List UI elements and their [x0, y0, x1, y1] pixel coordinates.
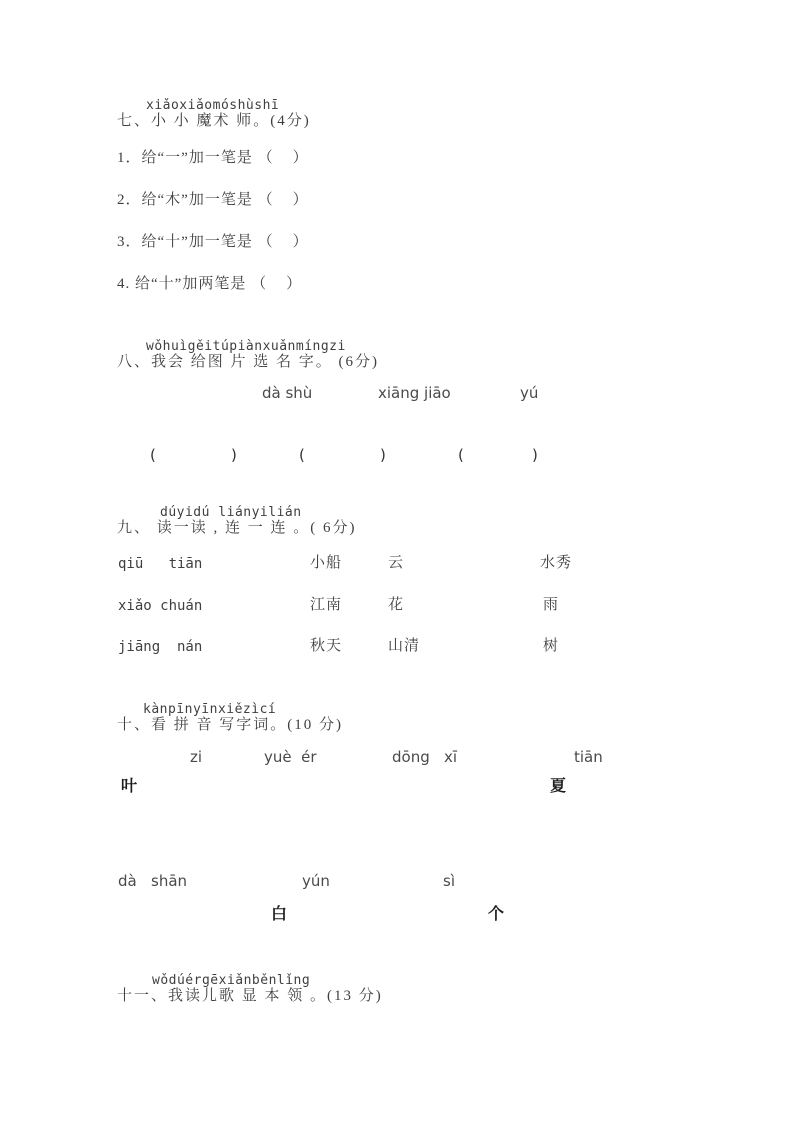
section9-row3-word3: 树 — [543, 638, 560, 654]
section7-item-4: 4. 给“十”加两笔是 （ ） — [117, 276, 303, 292]
section9-row2-word3: 雨 — [543, 597, 560, 613]
section9-row3-pinyin: jiāng nán — [118, 639, 203, 655]
section10-title: 十、看 拼 音 写字词。(10 分) — [117, 717, 343, 733]
section10-pinyin-yue-er: yuè ér — [264, 748, 317, 766]
section7-pinyin: xiǎoxiǎomóshùshī — [146, 98, 280, 113]
section9-row3-word2: 山清 — [388, 638, 421, 654]
section7-title: 七、小 小 魔术 师。(4分) — [117, 113, 311, 129]
section8-blank-close-2: ) — [380, 446, 386, 464]
section9-row1-pinyin: qiū tiān — [118, 556, 203, 572]
section7-item-1: 1．给“一”加一笔是 （ ） — [117, 150, 309, 166]
section8-word-da-shu: dà shù — [262, 384, 313, 402]
section10-pinyin-yun: yún — [302, 872, 330, 890]
section10-pinyin: kànpīnyīnxiězìcí — [143, 702, 277, 717]
section8-title: 八、我会 给图 片 选 名 字。 (6分) — [117, 354, 379, 370]
section10-answer-xia: 夏 — [550, 778, 567, 795]
section8-pinyin: wǒhuìgěitúpiànxuǎnmíngzi — [146, 339, 346, 354]
section10-pinyin-dong-xi: dōng xī — [392, 748, 458, 766]
section9-title: 九、 读一读 , 连 一 连 。( 6分) — [117, 520, 357, 536]
section10-answer-ge: 个 — [488, 906, 505, 923]
section9-row1-word1: 小船 — [310, 555, 343, 571]
section9-row2-pinyin: xiǎo chuán — [118, 598, 203, 614]
section7-item-2: 2．给“木”加一笔是 （ ） — [117, 192, 309, 208]
section8-blank-open-1: ( — [150, 446, 156, 464]
section10-answer-bai: 白 — [271, 906, 288, 923]
section8-blank-close-3: ) — [532, 446, 538, 464]
section9-row1-word2: 云 — [388, 555, 405, 571]
section10-answer-ye: 叶 — [121, 778, 138, 795]
section9-row3-word1: 秋天 — [310, 638, 343, 654]
section8-blank-close-1: ) — [231, 446, 237, 464]
section8-blank-open-2: ( — [299, 446, 305, 464]
section8-word-xiang-jiao: xiāng jiāo — [378, 384, 451, 402]
section8-blank-open-3: ( — [458, 446, 464, 464]
section9-row1-word3: 水秀 — [540, 555, 573, 571]
section10-pinyin-si: sì — [443, 872, 455, 890]
section11-pinyin: wǒdúérgēxiǎnběnlǐng — [152, 973, 311, 988]
section10-pinyin-tian: tiān — [574, 748, 603, 766]
section9-pinyin: dúyidú liányilián — [160, 505, 302, 520]
section10-pinyin-da-shan: dà shān — [118, 872, 188, 890]
section9-row2-word2: 花 — [388, 597, 405, 613]
section8-word-yu: yú — [520, 384, 539, 402]
section10-pinyin-zi: zi — [190, 748, 203, 766]
section11-title: 十一、我读儿歌 显 本 领 。(13 分) — [117, 988, 383, 1004]
section9-row2-word1: 江南 — [310, 597, 343, 613]
section7-item-3: 3．给“十”加一笔是 （ ） — [117, 234, 309, 250]
